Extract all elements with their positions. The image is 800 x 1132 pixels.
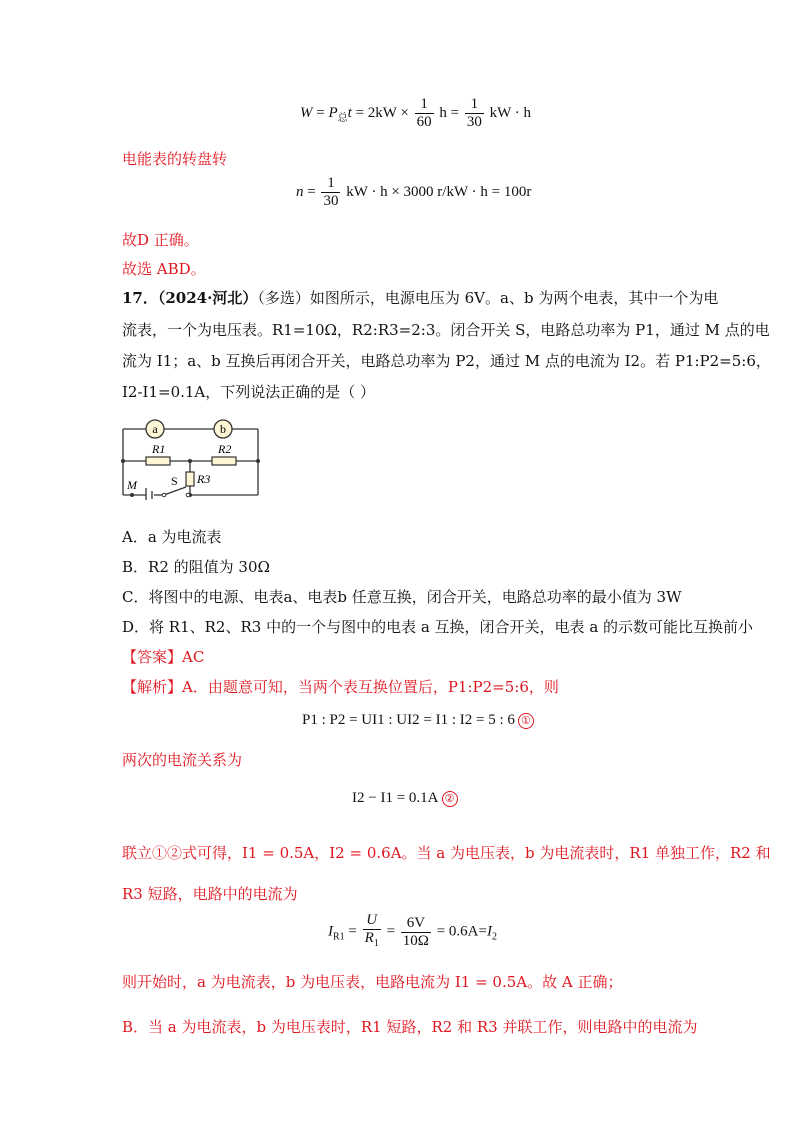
label-r3: R3 [197, 472, 211, 486]
formula-i-text: I2 − I1 = 0.1A [352, 790, 439, 806]
answer: 【答案】AC [122, 648, 205, 666]
analysis-line-1: 【解析】A．由题意可知，当两个表互换位置后，P1:P2=5:6，则 [122, 678, 559, 696]
label-s: S [171, 474, 178, 488]
circle-1: ① [518, 713, 534, 729]
option-b: B．R2 的阻值为 30Ω [122, 558, 270, 576]
resistor-r3 [186, 472, 194, 486]
choose-answer: 故选 ABD。 [122, 260, 206, 278]
formula-i [352, 790, 458, 807]
circle-2: ② [442, 791, 458, 807]
label-m: M [127, 478, 137, 492]
circuit-diagram [118, 415, 268, 500]
b-analysis-line: B．当 a 为电流表，b 为电压表时，R1 短路，R2 和 R3 并联工作，则电路中的电流为 [122, 1018, 698, 1036]
meter-b-label: b [220, 422, 226, 436]
question-number: 17．（2024·河北） [122, 289, 258, 307]
label-r1: R1 [152, 442, 166, 456]
start-line: 则开始时，a 为电流表，b 为电压表，电路电流为 I1 = 0.5A。故 A 正确； [122, 973, 623, 991]
formula-n: n = $\frac{1}{30}$ kW · h × 3000 r/kW · h = 100r [296, 175, 532, 209]
question-text-1: （多选）如图所示，电源电压为 6V。a、b 为两个电表，其中一个为电 [257, 289, 719, 307]
resistor-r1 [146, 457, 170, 465]
option-c: C．将图中的电源、电表a、电表b 任意互换，闭合开关，电路总功率的最小值为 3W [122, 588, 682, 606]
formula-p [302, 712, 534, 729]
question-17-line-1 [122, 288, 718, 308]
question-17-line-2: 流表，一个为电压表。R1=10Ω，R2:R3=2:3。闭合开关 S，电路总功率为 P1，通过 M 点的电 [122, 321, 770, 339]
short-circuit-line: R3 短路，电路中的电流为 [122, 885, 298, 903]
combine-line: 联立①②式可得，I1 = 0.5A，I2 = 0.6A。当 a 为电压表，b 为电流表时，R1 单独工作，R2 和 [122, 844, 771, 862]
resistor-r2 [212, 457, 236, 465]
formula-p-text: P1 : P2 = UI1 : UI2 = I1 : I2 = 5 : 6 [302, 712, 515, 728]
option-d: D．将 R1、R2、R3 中的一个与图中的电表 a 互换，闭合开关，电表 a 的示数可能比互换前小 [122, 618, 754, 636]
label-r2: R2 [218, 442, 232, 456]
meter-a-label: a [152, 422, 158, 436]
formula-ir1: $I_{R1}$ = $\frac{U}{R_1}$ = $\frac{6V}{10\Omega}$ = $0.6A=I_2$ [328, 912, 497, 949]
d-correct: 故D 正确。 [122, 231, 199, 249]
question-17-line-4: I2-I1=0.1A，下列说法正确的是（ ） [122, 383, 376, 401]
formula-w: $W = P_总t = 2kW$ × $\frac{1}{60}$ h = $\frac{1}{30}$ kW · h [300, 96, 531, 130]
meter-turns-label: 电能表的转盘转 [122, 150, 228, 168]
question-17-line-3: 流为 I1；a、b 互换后再闭合开关，电路总功率为 P2，通过 M 点的电流为 I2。若 P1:P2=5:6， [122, 352, 771, 370]
option-a: A．a 为电流表 [122, 528, 222, 546]
current-relation: 两次的电流关系为 [122, 751, 243, 769]
